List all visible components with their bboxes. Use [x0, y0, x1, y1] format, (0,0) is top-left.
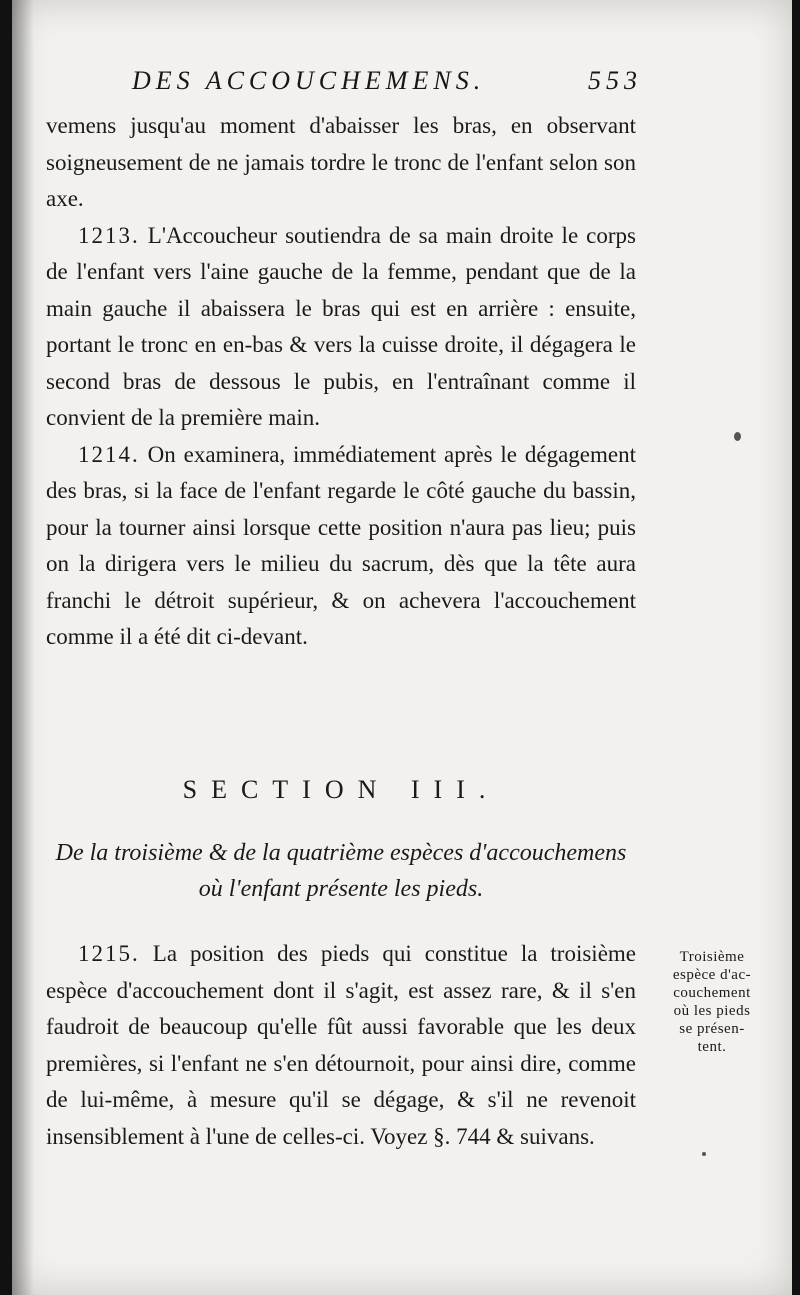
running-head-title: DES ACCOUCHEMENS.	[132, 66, 486, 95]
margin-note-line: où les pieds	[673, 1003, 751, 1019]
page-number: 553	[588, 66, 642, 95]
paragraph-number: 1213.	[78, 222, 140, 248]
body-text-bottom	[46, 936, 636, 1155]
page-gutter-shadow	[12, 0, 34, 1295]
running-head	[112, 66, 652, 106]
paragraph-text: On examinera, immédiatement après le dégagement des bras, si la face de l'enfant regarde le côté gauche du bassin, pour la tourner ainsi lorsque cette position n'aura pas lieu; puis on la dirigera vers le milieu du sacrum, dès que la tête aura franchi le détroit supérieur, & on achevera l'accouchement comme il a été dit ci-devant.	[46, 441, 636, 649]
paragraph-text: vemens jusqu'au moment d'abaisser les bras, en observant soigneusement de ne jamais tordre le tronc de l'enfant selon son axe.	[46, 113, 636, 211]
paragraph-text: La position des pieds qui constitue la troisième espèce d'accouchement dont il s'agit, est assez rare, & il s'en faudroit de beaucoup qu'elle fût aussi favorable que les deux premières, si l'enfant ne s'en détournoit, pour ainsi dire, comme de lui-même, à mesure qu'il se dégage, & s'il ne revenoit insensiblement à l'une de celles-ci. Voyez §. 744 & suivans.	[46, 941, 637, 1149]
margin-note	[657, 948, 767, 1056]
ink-speck	[734, 432, 741, 441]
book-page	[12, 0, 792, 1295]
paragraph-number: 1215.	[78, 941, 140, 966]
margin-note-line: couchement	[673, 985, 751, 1001]
paragraph-1213	[46, 218, 636, 437]
ink-speck	[702, 1152, 706, 1156]
paragraph-continued	[46, 108, 636, 218]
paragraph-1215	[46, 936, 636, 1155]
paragraph-1214	[46, 437, 636, 656]
body-text-top	[46, 108, 636, 656]
margin-note-line: Troisième	[679, 949, 745, 965]
margin-note-line: se présen-	[679, 1021, 745, 1037]
paragraph-text: L'Accoucheur soutiendra de sa main droite le corps de l'enfant vers l'aine gauche de la femme, pendant que de la main gauche il abaissera le bras qui est en arrière : ensuite, portant le tronc en en-bas & vers la cuisse droite, il dégagera le second bras de dessous le pubis, en l'entraînant comme il convient de la première main.	[46, 222, 636, 430]
paragraph-number: 1214.	[78, 441, 140, 467]
section-heading: SECTION III.	[182, 775, 500, 804]
margin-note-line: tent.	[697, 1039, 727, 1055]
section-subtitle: De la troisième & de la quatrième espèces d'accouchemens où l'enfant présente les pieds.	[55, 840, 627, 902]
margin-note-line: espèce d'ac-	[672, 967, 752, 983]
